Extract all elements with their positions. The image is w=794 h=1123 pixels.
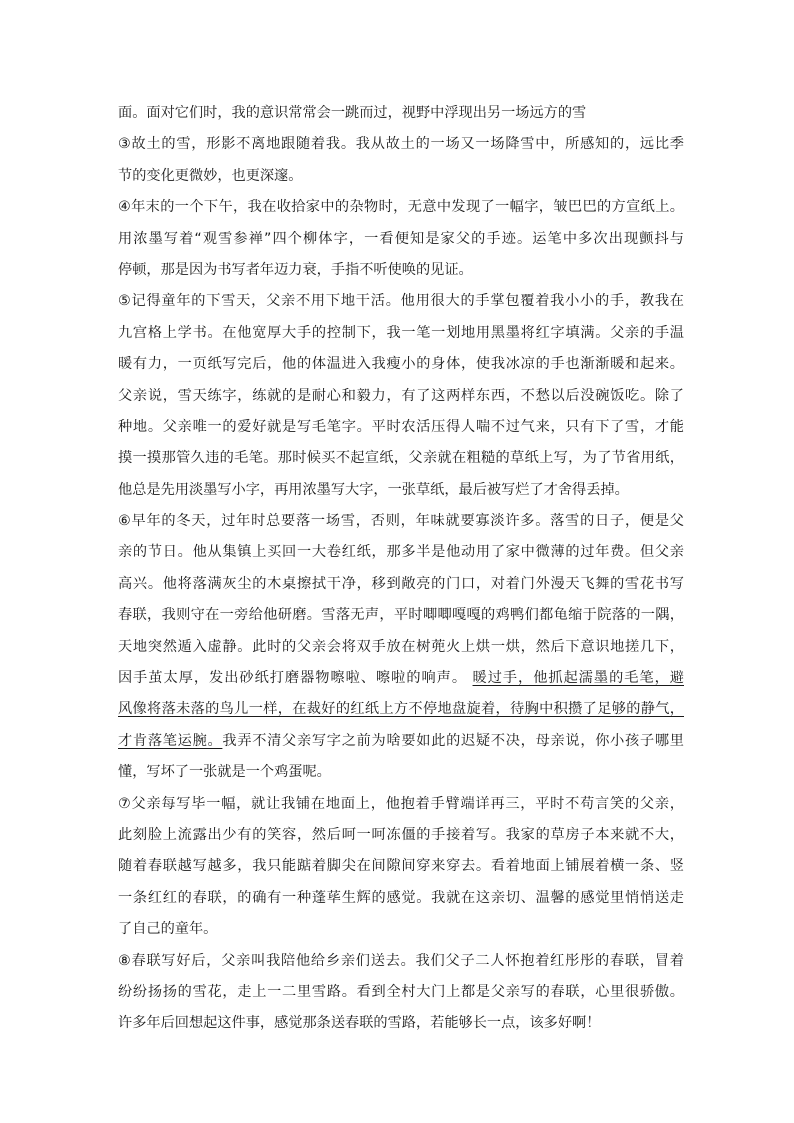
text-segment: 种地。父亲唯一的爱好就是写毛笔字。平时农活压得人喘不过气来，只有下了雪，才能	[118, 418, 684, 435]
text-segment: ⑥早年的冬天，过年时总要落一场雪，否则，年味就要寡淡许多。落雪的日子，便是父	[118, 513, 684, 530]
text-line	[118, 443, 684, 474]
text-line	[118, 286, 684, 317]
text-line	[118, 914, 684, 945]
text-line	[118, 129, 684, 160]
text-segment: 天地突然遁入虚静。此时的父亲会将双手放在树蔸火上烘一烘，然后下意识地搓几下，	[118, 638, 684, 655]
text-segment: 纷纷扬扬的雪花，走上一二里雪路。看到全村大门上都是父亲写的春联，心里很骄傲。	[118, 983, 684, 1000]
article-body	[118, 98, 684, 1040]
text-segment: 节的变化更微妙，也更深邃。	[118, 167, 303, 184]
text-line	[118, 506, 684, 537]
text-line	[118, 663, 684, 694]
text-line	[118, 977, 684, 1008]
text-segment: 亲的节日。他从集镇上买回一大卷红纸，那多半是他动用了家中微薄的过年费。但父亲	[118, 544, 684, 561]
text-line	[118, 192, 684, 223]
text-segment: 九宫格上学书。在他宽厚大手的控制下，我一笔一划地用黑墨将红字填满。父亲的手温	[118, 324, 684, 341]
underlined-text: 暖过手，他抓起濡墨的毛笔，避	[472, 670, 684, 687]
paragraph-p4	[118, 192, 684, 286]
text-segment: 一条红红的春联，的确有一种蓬荜生辉的感觉。我就在这亲切、温馨的感觉里悄悄送走	[118, 889, 684, 906]
paragraph-p7	[118, 789, 684, 946]
text-segment: ⑦父亲每写毕一幅，就让我铺在地面上，他抱着手臂端详再三，平时不苟言笑的父亲，	[118, 795, 684, 812]
underlined-text: 风像将落未落的鸟儿一样，在裁好的红纸上方不停地盘旋着，待胸中积攒了足够的静气，	[118, 701, 684, 718]
text-segment: 春联，我则守在一旁给他研磨。雪落无声，平时唧唧嘎嘎的鸡鸭们都龟缩于院落的一隅，	[118, 607, 684, 624]
text-segment: 父亲说，雪天练字，练就的是耐心和毅力，有了这两样东西，不愁以后没碗饭吃。除了	[118, 387, 684, 404]
text-line	[118, 255, 684, 286]
text-line	[118, 883, 684, 914]
text-segment: ⑤记得童年的下雪天，父亲不用下地干活。他用很大的手掌包覆着我小小的手，教我在	[118, 293, 684, 310]
text-line	[118, 726, 684, 757]
text-segment: 摸一摸那管久违的毛笔。那时候买不起宣纸，父亲就在粗糙的草纸上写，为了节省用纸，	[118, 450, 684, 467]
text-line	[118, 600, 684, 631]
text-line	[118, 412, 684, 443]
text-line	[118, 381, 684, 412]
underlined-text: 才肯落笔运腕。	[118, 732, 223, 749]
text-line	[118, 1008, 684, 1039]
text-segment: 了自己的童年。	[118, 921, 218, 938]
text-line	[118, 946, 684, 977]
paragraph-p2-tail	[118, 98, 684, 129]
text-segment: 暖有力，一页纸写完后，他的体温进入我瘦小的身体，使我冰凉的手也渐渐暖和起来。	[118, 356, 684, 373]
text-line	[118, 475, 684, 506]
text-line	[118, 161, 684, 192]
text-line	[118, 98, 684, 129]
paragraph-p8	[118, 946, 684, 1040]
text-line	[118, 318, 684, 349]
text-line	[118, 632, 684, 663]
text-line	[118, 224, 684, 255]
text-line	[118, 789, 684, 820]
text-segment: 停顿，那是因为书写者年迈力衰，手指不听使唤的见证。	[118, 261, 473, 278]
text-line	[118, 537, 684, 568]
text-line	[118, 757, 684, 788]
text-segment: ③故土的雪，形影不离地跟随着我。我从故土的一场又一场降雪中，所感知的，远比季	[118, 136, 684, 153]
text-line	[118, 851, 684, 882]
text-segment: 我弄不清父亲写字之前为啥要如此的迟疑不决，母亲说，你小孩子哪里	[222, 732, 684, 749]
text-line	[118, 349, 684, 380]
text-segment: ⑧春联写好后，父亲叫我陪他给乡亲们送去。我们父子二人怀抱着红彤彤的春联，冒着	[118, 952, 684, 969]
text-line	[118, 820, 684, 851]
paragraph-p3	[118, 129, 684, 192]
text-segment: 许多年后回想起这件事，感觉那条送春联的雪路，若能够长一点，该多好啊！	[118, 1015, 601, 1032]
text-segment: 他总是先用淡墨写小字，再用浓墨写大字，一张草纸，最后被写烂了才舍得丢掉。	[118, 481, 629, 498]
text-line	[118, 694, 684, 725]
text-segment: 高兴。他将落满灰尘的木桌擦拭干净，移到敞亮的门口，对着门外漫天飞舞的雪花书写	[118, 575, 684, 592]
text-segment: ④年末的一个下午，我在收拾家中的杂物时，无意中发现了一幅字，皱巴巴的方宣纸上。	[118, 199, 684, 216]
text-segment: 因手茧太厚，发出砂纸打磨器物嚓啦、嚓啦的响声。	[118, 670, 473, 687]
text-segment: 用浓墨写着“观雪参禅”四个柳体字，一看便知是家父的手迹。运笔中多次出现颤抖与	[118, 230, 684, 247]
paragraph-p5	[118, 286, 684, 506]
text-segment: 懂，写坏了一张就是一个鸡蛋呢。	[118, 764, 331, 781]
text-segment: 面。面对它们时，我的意识常常会一跳而过，视野中浮现出另一场远方的雪	[118, 105, 587, 121]
text-line	[118, 569, 684, 600]
paragraph-p6	[118, 506, 684, 789]
text-segment: 随着春联越写越多，我只能踮着脚尖在间隙间穿来穿去。看着地面上铺展着横一条、竖	[118, 858, 684, 875]
text-segment: 此刻脸上流露出少有的笑容，然后呵一呵冻僵的手接着写。我家的草房子本来就不大，	[118, 826, 684, 843]
